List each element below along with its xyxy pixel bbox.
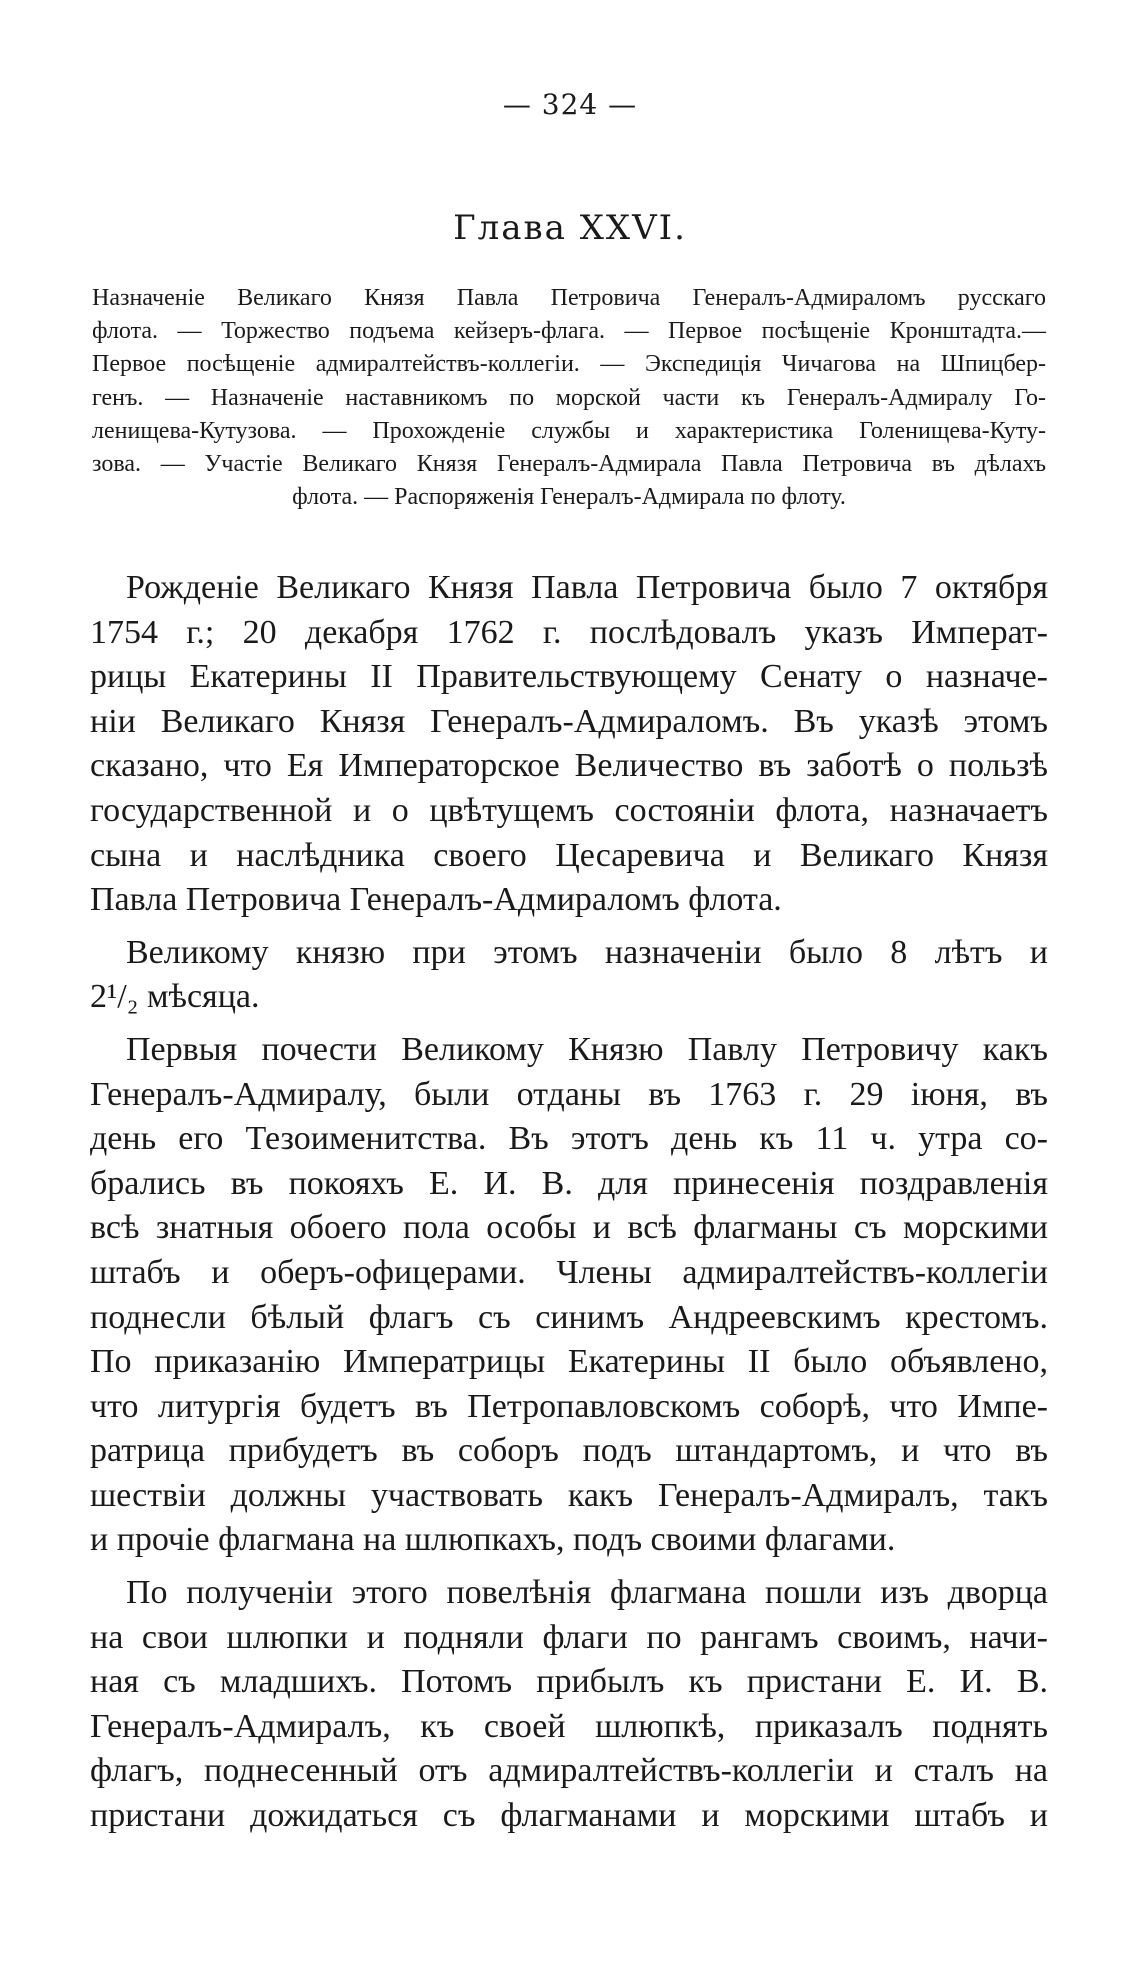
chapter-summary xyxy=(92,282,1046,514)
text-line: Павла Петровича Генералъ-Адмираломъ флота. xyxy=(90,881,782,919)
text-line: поднесли бѣлый флагъ съ синимъ Андреевскимъ крестомъ. xyxy=(90,1298,1048,1336)
text-line: По приказанію Императрицы Екатерины II было объявлено, xyxy=(90,1343,1048,1381)
paragraph xyxy=(90,566,1048,923)
text-line: что литургія будетъ въ Петропавловскомъ соборѣ, что Импе- xyxy=(90,1387,1048,1425)
text-line: флагъ, поднесенный отъ адмиралтействъ-коллегіи и сталъ на xyxy=(90,1752,1048,1790)
text-line: и прочіе флагмана на шлюпкахъ, подъ своими флагами. xyxy=(90,1521,896,1559)
paragraph xyxy=(90,1571,1048,1839)
text-line: штабъ и оберъ-офицерами. Члены адмиралтействъ-коллегіи xyxy=(90,1253,1048,1291)
summary-line: ленищева-Кутузова. — Прохожденіе службы и характеристика Голенищева-Куту- xyxy=(92,417,1046,444)
text-line: сказано, что Ея Императорское Величество въ заботѣ о пользѣ xyxy=(90,747,1048,785)
text-line: Первыя почести Великому Князю Павлу Петровичу какъ xyxy=(126,1030,1048,1068)
page-number: — 324 — xyxy=(502,88,638,121)
chapter-title: Глава XXVI. xyxy=(453,208,687,248)
summary-line: генъ. — Назначеніе наставникомъ по морской части къ Генералъ-Адмиралу Го- xyxy=(92,384,1046,411)
text-line: ратрица прибудетъ въ соборъ подъ штандартомъ, и что въ xyxy=(90,1432,1048,1470)
text-line: шествіи должны участвовать какъ Генералъ-Адмиралъ, такъ xyxy=(90,1476,1048,1514)
text-line: брались въ покояхъ Е. И. В. для принесенія поздравленія xyxy=(90,1164,1048,1202)
text-line: 2¹/₂ мѣсяца. xyxy=(90,978,260,1016)
text-line: Великому князю при этомъ назначеніи было 8 лѣтъ и xyxy=(126,933,1048,971)
text-line: пристани дожидаться съ флагманами и морскими штабъ и xyxy=(90,1797,1048,1835)
text-line: на свои шлюпки и подняли флаги по рангамъ своимъ, начи- xyxy=(90,1618,1048,1656)
summary-line: флота. — Торжество подъема кейзеръ-флага. — Первое посѣщеніе Кронштадта.— xyxy=(92,318,1046,345)
text-line: ніи Великаго Князя Генералъ-Адмираломъ. Въ указѣ этомъ xyxy=(90,702,1048,740)
paragraph xyxy=(90,1028,1048,1563)
text-line: сына и наслѣдника своего Цесаревича и Великаго Князя xyxy=(90,836,1048,874)
text-line: ная съ младшихъ. Потомъ прибылъ къ пристани Е. И. В. xyxy=(90,1663,1048,1701)
body-text xyxy=(90,566,1048,1839)
text-line: 1754 г.; 20 декабря 1762 г. послѣдовалъ указъ Императ- xyxy=(90,613,1048,651)
text-line: Генералъ-Адмиралъ, къ своей шлюпкѣ, приказалъ поднять xyxy=(90,1707,1048,1745)
summary-line: зова. — Участіе Великаго Князя Генералъ-Адмирала Павла Петровича въ дѣлахъ xyxy=(92,450,1046,477)
text-line: всѣ знатныя обоего пола особы и всѣ флагманы съ морскими xyxy=(90,1209,1048,1247)
paragraph xyxy=(90,931,1048,1020)
summary-line: Первое посѣщеніе адмиралтействъ-коллегіи. — Экспедиція Чичагова на Шпицбер- xyxy=(92,351,1046,378)
text-line: государственной и о цвѣтущемъ состояніи флота, назначаетъ xyxy=(90,791,1048,829)
text-line: Генералъ-Адмиралу, были отданы въ 1763 г. 29 іюня, въ xyxy=(90,1075,1048,1113)
text-line: По полученіи этого повелѣнія флагмана пошли изъ дворца xyxy=(126,1574,1048,1612)
text-line: Рожденіе Великаго Князя Павла Петровича было 7 октября xyxy=(126,569,1048,606)
summary-line: Назначеніе Великаго Князя Павла Петровича Генералъ-Адмираломъ русскаго xyxy=(92,285,1046,311)
text-line: рицы Екатерины II Правительствующему Сенату о назначе- xyxy=(90,658,1048,696)
text-line: день его Тезоименитства. Въ этотъ день къ 11 ч. утра со- xyxy=(90,1120,1048,1158)
summary-line: флота. — Распоряженія Генералъ-Адмирала по флоту. xyxy=(292,484,846,511)
